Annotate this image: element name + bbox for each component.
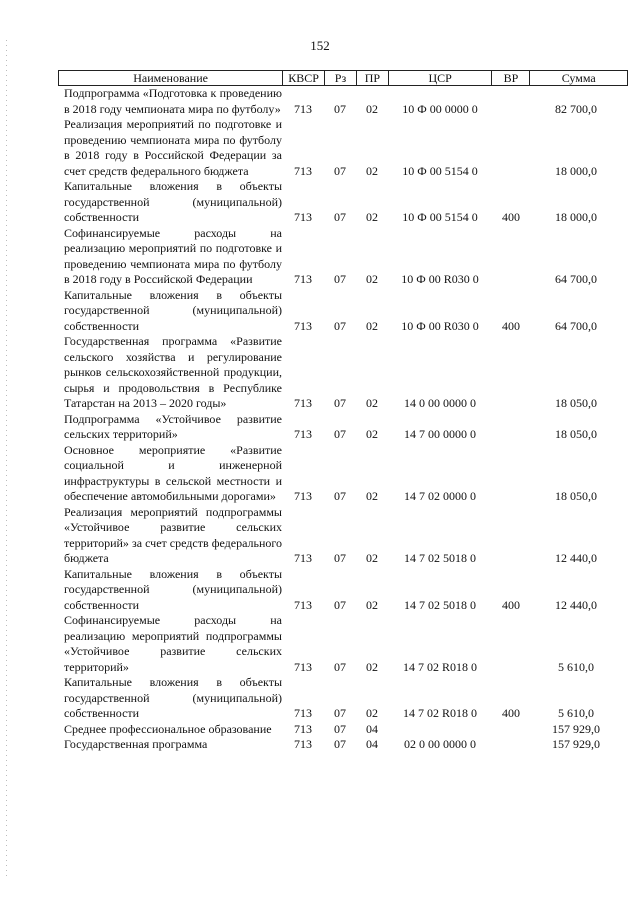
cell-sum: 18 050,0 [555,396,597,410]
table-row [58,179,628,226]
cell-rz: 07 [334,101,346,116]
cell-sum: 18 000,0 [555,210,597,224]
cell-kvsr: 713 [294,721,312,736]
row-name: Капитальные вложения в объекты государственной (муниципальной) собственности [64,179,282,224]
cell-kvsr: 713 [294,597,312,612]
cell-kvsr: 713 [294,163,312,178]
table-row [58,722,628,738]
row-name: Софинансируемые расходы на реализацию мероприятий подпрограммы «Устойчивое развитие сельских территорий» [64,613,282,674]
table-row [58,675,628,722]
table-row [58,412,628,443]
table-row [58,117,628,179]
cell-kvsr: 713 [294,318,312,333]
cell-rz: 07 [334,489,346,503]
cell-rz: 07 [334,659,346,674]
cell-pr: 02 [366,659,378,674]
cell-pr: 02 [366,597,378,612]
cell-csr [388,722,492,738]
cell-rz: 07 [334,427,346,441]
table-body [58,86,628,753]
cell-vr: 400 [502,597,520,612]
cell-pr: 04 [366,737,378,751]
cell-kvsr: 713 [294,489,312,503]
page-number: 152 [310,38,330,53]
cell-pr: 02 [366,706,378,720]
cell-csr: 14 7 00 0000 0 [404,427,476,441]
header-vr: ВР [491,71,529,85]
cell-kvsr: 713 [294,272,312,286]
table-row [58,288,628,335]
cell-csr: 14 7 02 R018 0 [402,706,477,720]
table-row [58,86,628,117]
cell-rz: 07 [334,318,346,333]
cell-pr: 02 [366,396,378,410]
cell-kvsr: 713 [294,101,312,116]
cell-rz: 07 [334,721,346,736]
cell-rz: 07 [334,597,346,612]
table-row [58,737,628,753]
cell-vr: 400 [502,210,520,224]
table-row [58,334,628,412]
cell-vr [492,164,530,180]
cell-kvsr: 713 [294,737,312,751]
row-name: Капитальные вложения в объекты государственной (муниципальной) собственности [64,675,282,720]
cell-sum: 82 700,0 [555,101,597,116]
table-row [58,505,628,567]
cell-pr: 02 [366,318,378,333]
cell-sum: 5 610,0 [558,706,594,720]
cell-sum: 12 440,0 [555,551,597,565]
cell-sum: 18 050,0 [555,427,597,441]
table-row [58,613,628,675]
cell-vr [492,551,530,567]
cell-sum: 64 700,0 [555,318,597,333]
budget-table [58,70,628,753]
cell-csr: 14 7 02 0000 0 [404,489,476,503]
table-row [58,567,628,614]
cell-vr [492,722,530,738]
cell-csr: 14 0 00 0000 0 [404,396,476,410]
row-name: Реализация мероприятий подпрограммы «Устойчивое развитие сельских территорий» за счет средств федерального бюджета [64,504,282,565]
table-header [58,70,628,86]
cell-sum: 5 610,0 [558,659,594,674]
cell-sum: 64 700,0 [555,272,597,286]
cell-rz: 07 [334,163,346,178]
cell-pr: 02 [366,163,378,178]
header-sum: Сумма [529,71,627,85]
cell-csr: 02 0 00 0000 0 [404,737,476,751]
cell-rz: 07 [334,706,346,720]
cell-vr [492,737,530,753]
cell-pr: 02 [366,427,378,441]
cell-kvsr: 713 [294,396,312,410]
cell-rz: 07 [334,272,346,286]
cell-pr: 02 [366,551,378,565]
row-name: Государственная программа [64,737,208,751]
cell-pr: 02 [366,101,378,116]
row-name: Капитальные вложения в объекты государственной (муниципальной) собственности [64,566,282,612]
table-row [58,443,628,505]
cell-sum: 12 440,0 [555,597,597,612]
cell-kvsr: 713 [294,551,312,565]
cell-rz: 07 [334,551,346,565]
cell-pr: 02 [366,272,378,286]
cell-csr: 14 7 02 5018 0 [404,551,476,565]
table-row [58,226,628,288]
row-name: Подпрограмма «Устойчивое развитие сельских территорий» [64,411,282,441]
header-pr: ПР [356,71,388,85]
cell-kvsr: 713 [294,706,312,720]
cell-rz: 07 [334,737,346,751]
cell-sum: 18 000,0 [555,163,597,178]
cell-kvsr: 713 [294,659,312,674]
cell-csr: 10 Ф 00 5154 0 [402,163,478,178]
row-name: Основное мероприятие «Развитие социальной и инженерной инфраструктуры в сельской местности и обеспечение автомобильными дорогами» [64,442,282,503]
cell-rz: 07 [334,396,346,410]
header-name: Наименование [133,71,208,85]
row-name: Государственная программа «Развитие сельского хозяйства и регулирование рынков сельскохозяйственной продукции, сырья и продовольствия в Республике Татарстан на 2013 – 2020 годы» [64,334,282,410]
cell-sum: 157 929,0 [552,721,600,736]
cell-pr: 02 [366,210,378,224]
cell-vr: 400 [502,706,520,720]
cell-pr: 02 [366,489,378,503]
cell-csr: 10 Ф 00 5154 0 [402,210,478,224]
cell-csr: 14 7 02 5018 0 [404,597,476,612]
cell-csr: 10 Ф 00 R030 0 [401,272,479,286]
cell-csr: 10 Ф 00 0000 0 [402,101,478,116]
row-name: Софинансируемые расходы на реализацию мероприятий по подготовке и проведению чемпионата мира по футболу в 2018 году в Российской Федерации [64,225,282,286]
cell-vr [492,660,530,676]
cell-vr: 400 [502,318,520,333]
row-name: Среднее профессиональное образование [64,721,272,736]
header-rz: Рз [324,71,356,85]
cell-vr [492,489,530,505]
cell-rz: 07 [334,210,346,224]
cell-vr [492,102,530,118]
row-name: Подпрограмма «Подготовка к проведению в 2018 году чемпионата мира по футболу» [64,86,282,116]
cell-csr: 14 7 02 R018 0 [402,659,477,674]
cell-csr: 10 Ф 00 R030 0 [401,318,479,333]
cell-kvsr: 713 [294,427,312,441]
row-name: Капитальные вложения в объекты государственной (муниципальной) собственности [64,287,282,333]
cell-pr: 04 [366,721,378,736]
header-kvsr: КВСР [282,71,324,85]
cell-sum: 157 929,0 [552,737,600,751]
row-name: Реализация мероприятий по подготовке и проведению чемпионата мира по футболу в 2018 году в Российской Федерации за счет средств федерального бюджета [64,117,282,178]
cell-vr [492,272,530,288]
cell-vr [492,427,530,443]
scan-margin-dots [6,40,7,880]
header-csr: ЦСР [388,71,492,85]
cell-vr [492,396,530,412]
cell-kvsr: 713 [294,210,312,224]
cell-sum: 18 050,0 [555,489,597,503]
